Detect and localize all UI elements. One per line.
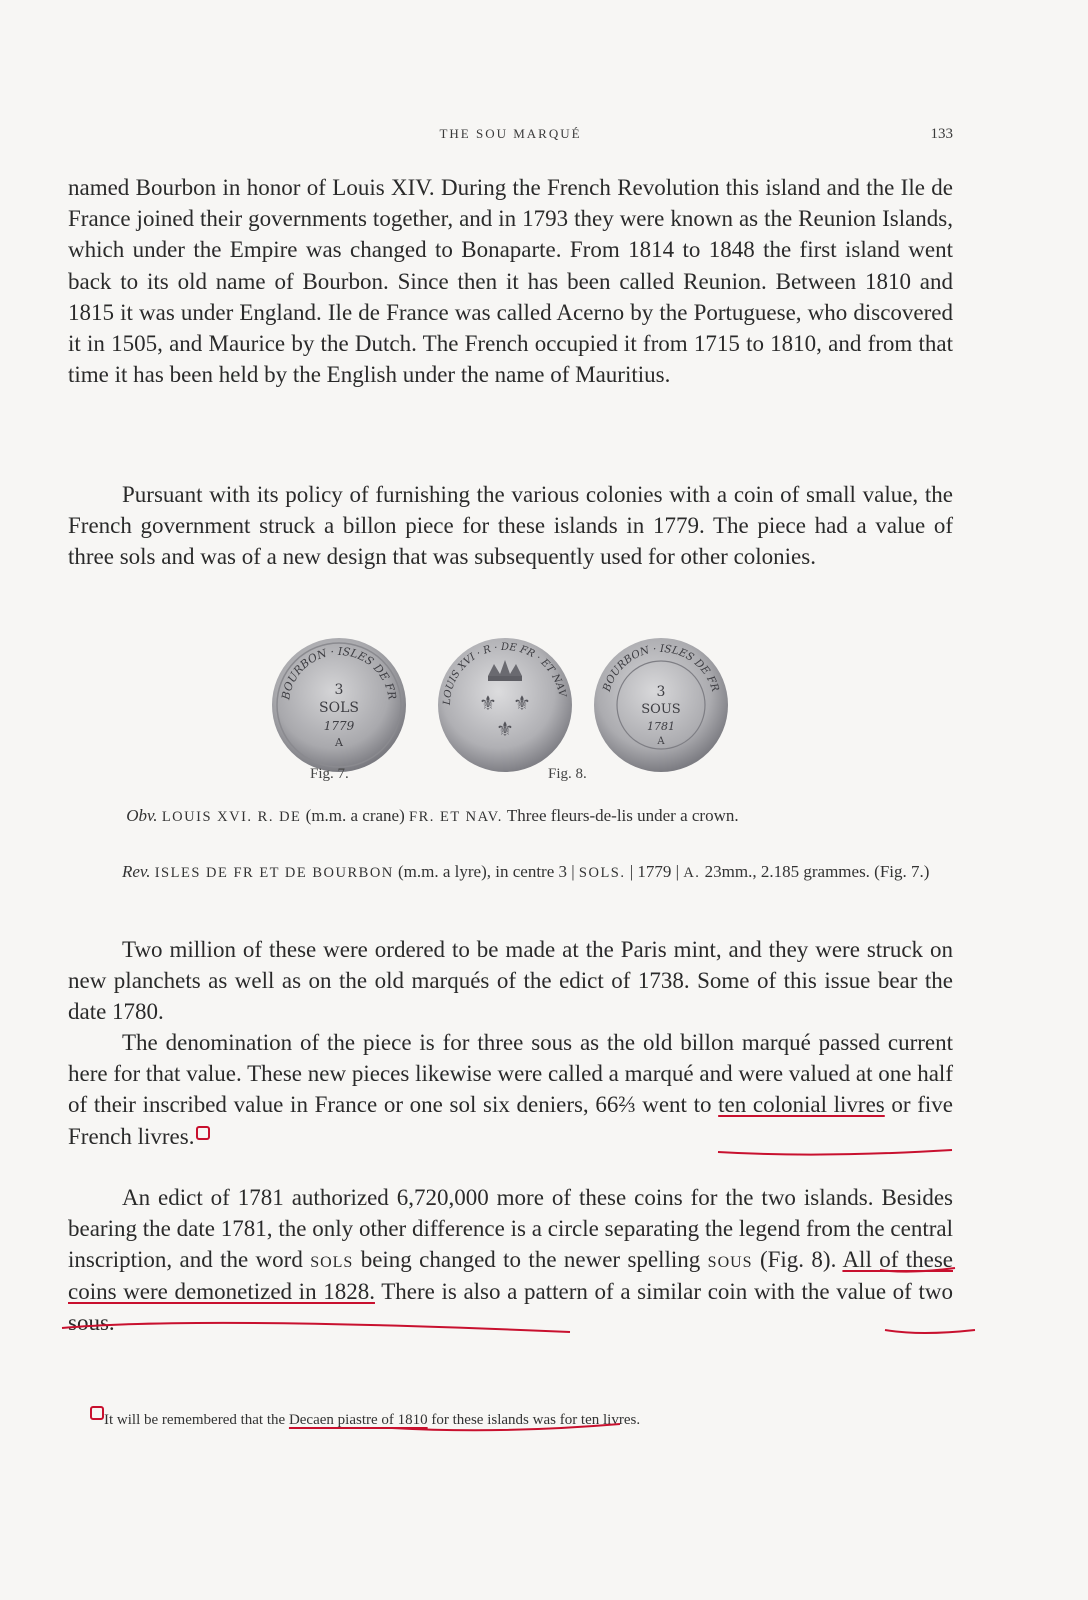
underlined-ten-colonial-livres: ten colonial livres xyxy=(718,1092,885,1118)
underlined-decaen-piastre: Decaen piastre of 1810 xyxy=(288,1412,428,1428)
paragraph-two-million: Two million of these were ordered to be made at the Paris mint, and they were struck on new planchets as well as on the old marqués of the edict of 1738. Some of this issue bear the date 1780. xyxy=(68,937,953,1025)
reverse-description: Rev. ISLES DE FR ET DE BOURBON (m.m. a lyre), in centre 3 | SOLS. | 1779 | A. 23mm., 2.185 grammes. (Fig. 7.) xyxy=(122,862,930,881)
coin-illustrations xyxy=(270,636,750,786)
annotation-marker-icon xyxy=(90,1406,104,1420)
obverse-label: Obv. xyxy=(126,806,158,825)
running-title: THE SOU MARQUÉ xyxy=(439,126,582,141)
coin-legend: BOURBON · ISLES DE FR xyxy=(600,642,722,694)
paragraph-edict-1781: An edict of 1781 authorized 6,720,000 more of these coins for the two islands. Besides bearing the date 1781, the only other difference is a circle separating the legend from the central inscription, and the word sols being changed to the newer spelling sous (Fig. 8). All of these coins were demonetized in 1828. There is also a pattern of a similar coin with the value of two sous. xyxy=(68,1185,953,1335)
coin-legend: BOURBON · ISLES DE FR xyxy=(279,644,399,701)
coin-fig7-obverse xyxy=(270,636,408,774)
fleur-de-lis-icon: ⚜ xyxy=(513,691,531,715)
fleur-de-lis-icon: ⚜ xyxy=(496,717,514,741)
footnote: It will be remembered that the Decaen piastre of 1810 for these islands was for ten livres. xyxy=(68,1406,953,1431)
coin-unit: SOLS xyxy=(319,700,359,716)
paragraph-bourbon-history: named Bourbon in honor of Louis XIV. During the French Revolution this island and the Ile de France joined their governments together, and in 1793 they were known as the Reunion Islands, which under the Empire was changed to Bonaparte. From 1814 to 1848 the first island went back to its old name of Bourbon. Since then it has been called Reunion. Between 1810 and 1815 it was under England. Ile de France was called Acerno by the Portuguese, who discovered it in 1505, and Maurice by the Dutch. The French occupied it from 1715 to 1810, and from that time it has been held by the English under the name of Mauritius. xyxy=(68,175,953,388)
coin-mintmark: A xyxy=(657,736,665,747)
reverse-label: Rev. xyxy=(122,862,151,881)
coin-year: 1781 xyxy=(647,720,675,733)
page-number: 133 xyxy=(930,126,953,142)
coin-fig8 xyxy=(592,636,730,774)
page-header xyxy=(68,126,953,146)
coin-value: 3 xyxy=(334,682,344,698)
coin-value: 3 xyxy=(656,684,666,700)
annotation-marker-icon xyxy=(196,1126,210,1140)
fleur-de-lis-icon: ⚜ xyxy=(479,691,497,715)
paragraph-billon-piece: Pursuant with its policy of furnishing the various colonies with a coin of small value, the French government struck a billon piece for these islands in 1779. The piece had a value of three sols and was of a new design that was subsequently used for other colonies. xyxy=(68,482,953,570)
coin-fig7-reverse xyxy=(436,636,574,774)
coin-unit: SOUS xyxy=(641,702,681,717)
paragraph-denomination: The denomination of the piece is for three sous as the old billon marqué passed current here for that value. These new pieces likewise were called a marqué and were valued at one half of their inscribed value in France or one sol six deniers, 66⅔ went to ten colonial livres or five French livres. xyxy=(68,1030,953,1149)
obverse-description: Obv. LOUIS XVI. R. DE (m.m. a crane) FR. ET NAV. Three fleurs-de-lis under a crown. xyxy=(126,806,739,825)
figure-caption-8: Fig. 8. xyxy=(548,766,587,782)
figure-caption-7: Fig. 7. xyxy=(310,766,349,782)
coin-legend: LOUIS XVI · R · DE FR · ET NAV xyxy=(441,641,568,706)
underlined-demonetized: All of these coins were demonetized in 1828. xyxy=(68,1247,953,1304)
coin-year: 1779 xyxy=(323,719,355,733)
coin-mintmark: A xyxy=(335,736,343,749)
